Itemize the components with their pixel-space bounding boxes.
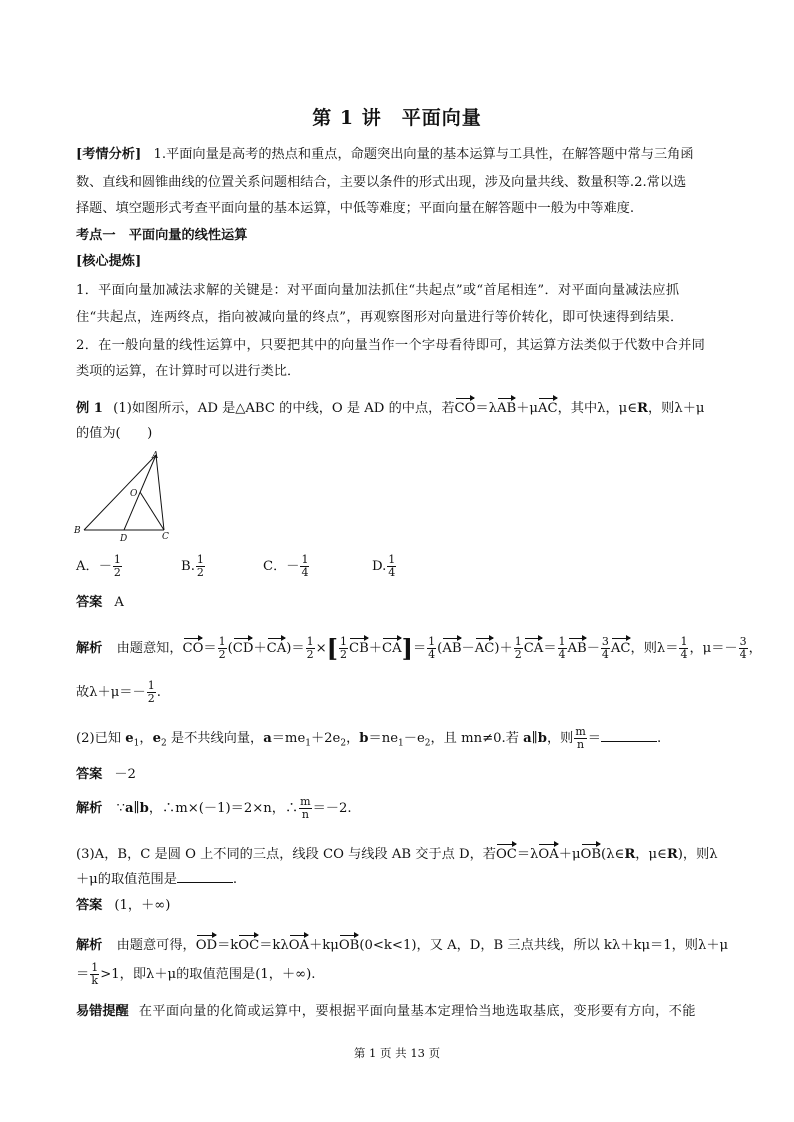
triangle-figure <box>70 450 180 542</box>
example3-solution-line2: ＝ $\frac{1}{k}$ >1，即λ＋μ的取值范围是(1，＋∞). <box>76 961 316 987</box>
analysis-label: [考情分析] <box>76 147 142 162</box>
side-ab <box>84 455 156 530</box>
analysis-line-2: 数、直线和圆锥曲线的位置关系问题相结合，主要以条件的形式出现，涉及向量共线、数量积等.2.常以选 <box>76 175 687 190</box>
example1-solution-line2: 故λ＋μ＝－ $\frac{1}{2}$ . <box>76 679 161 705</box>
example1-label: 例 1 <box>76 401 103 416</box>
answer-blank <box>601 729 657 742</box>
option-a: A．－ $\frac{1}{2}$ <box>76 553 121 579</box>
error-tip-label: 易错提醒 <box>76 1004 129 1019</box>
analysis-line-3: 择题、填空题形式考查平面向量的基本运算，中低等难度；平面向量在解答题中一般为中等难度. <box>76 201 635 216</box>
example2-answer: 答案 －2 <box>76 767 136 782</box>
core-p2a: 2．在一般向量的线性运算中，只要把其中的向量当作一个字母看待即可，其运算方法类似于代数中合并同 <box>76 338 706 353</box>
label-b: B <box>74 526 81 536</box>
page-title: 第 1 讲 平面向量 <box>312 107 482 129</box>
option-c: C．－ $\frac{1}{4}$ <box>263 553 309 579</box>
label-d: D <box>120 534 128 542</box>
label-c: C <box>162 532 169 542</box>
section-heading: 考点一 平面向量的线性运算 <box>76 228 248 243</box>
example1-question: 例 1 (1)如图所示，AD 是△ABC 的中线，O 是 AD 的中点，若CO＝λAB＋μAC，其中λ，μ∈R，则λ＋μ <box>76 397 705 418</box>
example1-question-line2: 的值为( ) <box>76 426 153 441</box>
example3-question: (3)A，B，C 是圆 O 上不同的三点，线段 CO 与线段 AB 交于点 D，若OC＝λOA＋μOB(λ∈R，μ∈R)，则λ <box>76 843 718 864</box>
analysis-line-1: [考情分析] 1.平面向量是高考的热点和重点，命题突出向量的基本运算与工具性，在解答题中常与三角函 <box>76 147 694 162</box>
example2-solution: 解析 ∵a∥b，∴m×(－1)＝2×n，∴ $\frac{m}{n}$ ＝－2. <box>76 795 352 821</box>
example3-answer: 答案 (1，＋∞) <box>76 898 171 913</box>
example3-solution: 解析 由题意可得，OD＝kOC＝kλOA＋kμOB(0<k<1)，又 A，D，B 三点共线，所以 kλ＋kμ＝1，则λ＋μ <box>76 934 728 955</box>
label-a: A <box>152 451 159 461</box>
label-o: O <box>130 489 138 499</box>
core-p1b: 住“共起点，连两终点，指向被减向量的终点”，再观察图形对向量进行等价转化，即可快速得到结果． <box>76 310 684 325</box>
example1-solution: 解析 由题意知，CO＝ $\frac{1}{2}$ (CD＋CA)＝ $\frac{1}{2}$ ×[ $\frac{1}{2}$ CB＋CA]＝ $\frac{1}{4}$ (AB－AC)＋ $\frac{1}{2}$ CA＝ $\frac{1}{4}$ AB－ $\frac{3}{4}$ AC，则λ＝ $\frac{1}{4}$ ，μ＝－ $\frac{3}{4}$ ， <box>76 633 762 663</box>
option-b: B. $\frac{1}{2}$ <box>181 553 204 579</box>
core-p1a: 1．平面向量加减法求解的关键是：对平面向量加法抓住“共起点”或“首尾相连”．对平面向量减法应抓 <box>76 283 680 298</box>
example1-answer: 答案 A <box>76 595 124 610</box>
error-tip: 易错提醒 在平面向量的化简或运算中，要根据平面向量基本定理恰当地选取基底，变形要有方向，不能 <box>76 1004 696 1019</box>
answer-blank <box>177 870 233 883</box>
option-d: D. $\frac{1}{4}$ <box>372 553 396 579</box>
core-p2b: 类项的运算，在计算时可以进行类比． <box>76 364 301 379</box>
example2-question: (2)已知 $e_1$，$e_2$ 是不共线向量，$a=me_1+2e_2$，$b=ne_1-e_2$，且 mn≠0.若 a∥b，则 $\frac{m}{n}$ ＝ . <box>76 725 662 751</box>
core-label: [核心提炼] <box>76 254 142 269</box>
example3-question-line2: ＋μ的取值范围是 . <box>76 872 238 887</box>
page-footer: 第 1 页 共 13 页 <box>353 1046 441 1060</box>
